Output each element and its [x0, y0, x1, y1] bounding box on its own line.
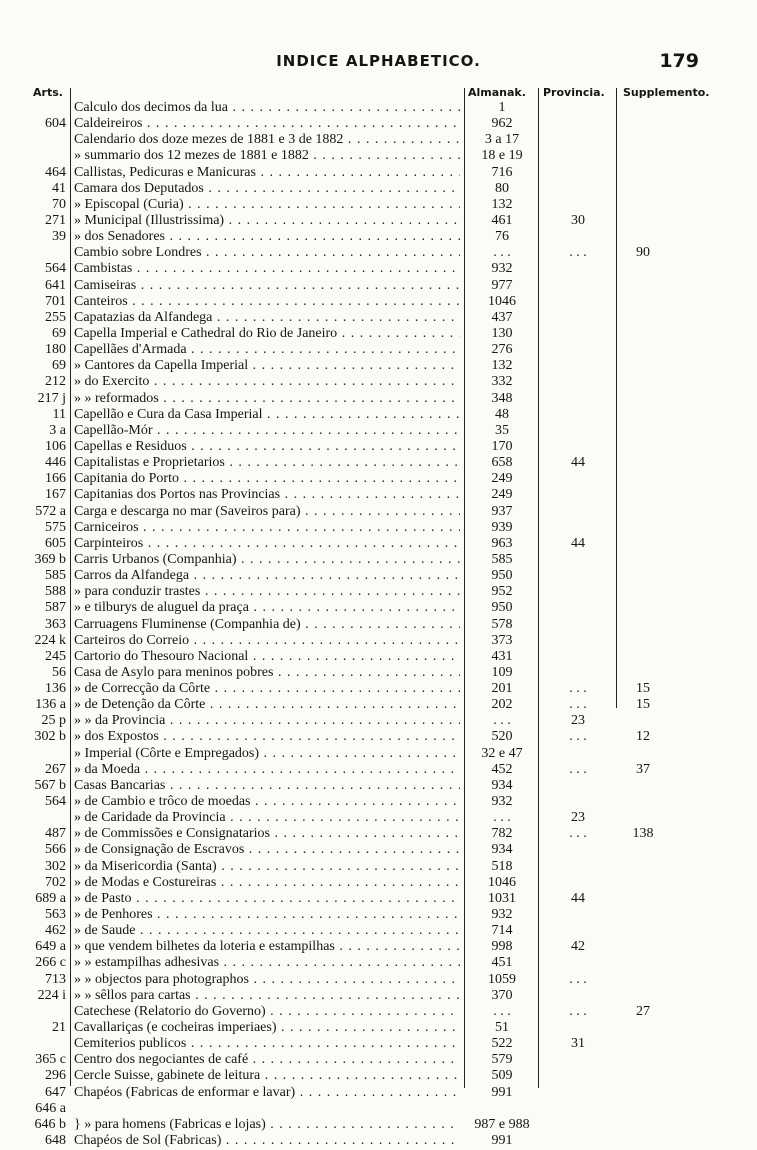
- entry-text: » de Consignação de Escravos . . .: [74, 842, 460, 858]
- provincia-page: 44: [571, 455, 585, 471]
- almanak-page: 35: [495, 422, 509, 438]
- index-row: [0, 584, 757, 600]
- index-row: [0, 1085, 757, 1101]
- almanak-page: 202: [491, 697, 513, 713]
- index-row: [0, 487, 757, 503]
- index-row: [0, 681, 757, 697]
- index-row: [0, 988, 757, 1004]
- almanak-page: 939: [491, 519, 513, 535]
- index-row: [0, 1068, 757, 1084]
- entry-text: Carros da Alfandega . . .: [74, 568, 460, 584]
- article-number: 271: [45, 212, 66, 228]
- article-number: 255: [45, 309, 66, 325]
- entry-text: » da Misericordia (Santa) . . .: [74, 859, 460, 875]
- provincia-page: 44: [571, 535, 585, 551]
- supplemento-page: 12: [636, 729, 650, 745]
- index-row: [0, 617, 757, 633]
- index-row: [0, 165, 757, 181]
- entry-text: » de Caridade da Provincia . . .: [74, 810, 460, 826]
- index-row: [0, 1052, 757, 1068]
- entry-text: Catechese (Relatorio do Governo) . . .: [74, 1004, 460, 1020]
- index-row: [0, 407, 757, 423]
- header-almanak: Almanak.: [468, 86, 526, 99]
- almanak-page: 332: [491, 374, 513, 390]
- article-number: 363: [45, 616, 66, 632]
- entry-text: Capitania do Porto . . .: [74, 471, 460, 487]
- almanak-page: 962: [491, 116, 513, 132]
- index-row: [0, 504, 757, 520]
- index-row: [0, 778, 757, 794]
- entry-text: » » objectos para photographos . . .: [74, 972, 460, 988]
- entry-text: Camara dos Deputados . . .: [74, 181, 460, 197]
- header-supplemento: Supplemento.: [623, 86, 710, 99]
- article-number: 588: [45, 584, 66, 600]
- article-number: 605: [45, 535, 66, 551]
- index-row: [0, 1004, 757, 1020]
- article-number: 701: [45, 293, 66, 309]
- provincia-page: 23: [571, 713, 585, 729]
- almanak-page: 578: [491, 616, 513, 632]
- provincia-page: 44: [571, 890, 585, 906]
- article-number: 487: [45, 826, 66, 842]
- entry-text: » do Exercito . . .: [74, 374, 460, 390]
- index-row: [0, 746, 757, 762]
- entry-text: Calendario dos doze mezes de 1881 e 3 de 1882 . . .: [74, 132, 460, 148]
- index-row: [0, 875, 757, 891]
- article-number: 224 k: [34, 632, 66, 648]
- index-row: [0, 439, 757, 455]
- entry-text: Casas Bancarias . . .: [74, 778, 460, 794]
- index-row: [0, 762, 757, 778]
- article-number: 567 b: [34, 777, 66, 793]
- article-number: 646 a: [35, 1100, 66, 1116]
- almanak-page: . . .: [493, 810, 511, 826]
- almanak-page: 431: [491, 648, 513, 664]
- article-number: 572 a: [35, 503, 66, 519]
- almanak-page: . . .: [493, 713, 511, 729]
- index-row: [0, 294, 757, 310]
- index-row: [0, 374, 757, 390]
- index-table: [0, 100, 757, 1149]
- almanak-page: 518: [491, 858, 513, 874]
- entry-text: Capellão e Cura da Casa Imperial . . .: [74, 407, 460, 423]
- article-number: 462: [45, 923, 66, 939]
- almanak-page: 48: [495, 406, 509, 422]
- article-number: 70: [52, 196, 66, 212]
- index-row: [0, 1117, 757, 1133]
- almanak-page: 249: [491, 487, 513, 503]
- almanak-page: . . .: [493, 245, 511, 261]
- almanak-page: 991: [491, 1084, 513, 1100]
- article-number: 302 b: [34, 729, 66, 745]
- entry-text: Carteiros do Correio . . .: [74, 633, 460, 649]
- entry-text: » Municipal (Illustrissima) . . .: [74, 213, 460, 229]
- almanak-page: 1059: [488, 971, 516, 987]
- supplemento-page: 15: [636, 697, 650, 713]
- entry-text: » de Cambio e trôco de moedas . . .: [74, 794, 460, 810]
- entry-text: » de Commissões e Consignatarios . . .: [74, 826, 460, 842]
- almanak-page: 509: [491, 1068, 513, 1084]
- entry-text: Capellães d'Armada . . .: [74, 342, 460, 358]
- article-number: 689 a: [35, 890, 66, 906]
- article-number: 69: [52, 325, 66, 341]
- provincia-page: . . .: [569, 761, 587, 777]
- entry-text: Canteiros . . .: [74, 294, 460, 310]
- supplemento-page: 15: [636, 681, 650, 697]
- index-row: [0, 213, 757, 229]
- index-row: [0, 261, 757, 277]
- index-row: [0, 1133, 757, 1149]
- entry-text: Chapéos de Sol (Fabricas) . . .: [74, 1133, 460, 1149]
- almanak-page: 716: [491, 164, 513, 180]
- entry-text: Carpinteiros . . .: [74, 536, 460, 552]
- almanak-page: 932: [491, 907, 513, 923]
- almanak-page: 461: [491, 212, 513, 228]
- entry-text: » de Penhores . . .: [74, 907, 460, 923]
- entry-text: Caldeireiros . . .: [74, 116, 460, 132]
- almanak-page: 1031: [488, 890, 516, 906]
- entry-text: » para conduzir trastes . . .: [74, 584, 460, 600]
- entry-text: Centro dos negociantes de café . . .: [74, 1052, 460, 1068]
- article-number: 369 b: [34, 551, 66, 567]
- article-number: 564: [45, 794, 66, 810]
- provincia-page: 30: [571, 212, 585, 228]
- entry-text: Carris Urbanos (Companhia) . . .: [74, 552, 460, 568]
- article-number: 212: [45, 374, 66, 390]
- almanak-page: 132: [491, 358, 513, 374]
- provincia-page: 42: [571, 939, 585, 955]
- entry-text: Capellas e Residuos . . .: [74, 439, 460, 455]
- index-row: [0, 132, 757, 148]
- article-number: 267: [45, 761, 66, 777]
- index-row: [0, 859, 757, 875]
- header-provincia: Provincia.: [543, 86, 605, 99]
- article-number: 604: [45, 116, 66, 132]
- index-row: [0, 697, 757, 713]
- entry-text: Cercle Suisse, gabinete de leitura . . .: [74, 1068, 460, 1084]
- supplemento-page: 37: [636, 761, 650, 777]
- entry-text: » de Modas e Costureiras . . .: [74, 875, 460, 891]
- almanak-page: 585: [491, 551, 513, 567]
- article-number: 21: [52, 1020, 66, 1036]
- almanak-page: 950: [491, 600, 513, 616]
- index-row: [0, 310, 757, 326]
- almanak-page: 963: [491, 535, 513, 551]
- entry-text: Carniceiros . . .: [74, 520, 460, 536]
- index-row: [0, 955, 757, 971]
- article-number: 302: [45, 858, 66, 874]
- provincia-page: . . .: [569, 729, 587, 745]
- entry-text: Capatazias da Alfandega . . .: [74, 310, 460, 326]
- entry-text: Cambio sobre Londres . . .: [74, 245, 460, 261]
- almanak-page: 437: [491, 309, 513, 325]
- almanak-page: 934: [491, 777, 513, 793]
- entry-text: » dos Senadores . . .: [74, 229, 460, 245]
- almanak-page: 132: [491, 196, 513, 212]
- index-row: [0, 116, 757, 132]
- index-row: [0, 229, 757, 245]
- index-row: [0, 923, 757, 939]
- entry-text: » » reformados . . .: [74, 391, 460, 407]
- article-number: 713: [45, 971, 66, 987]
- index-row: [0, 939, 757, 955]
- almanak-page: 952: [491, 584, 513, 600]
- entry-text: Chapéos (Fabricas de enformar e lavar) . . .: [74, 1085, 460, 1101]
- almanak-page: 937: [491, 503, 513, 519]
- almanak-page: 452: [491, 761, 513, 777]
- article-number: 245: [45, 648, 66, 664]
- entry-text: Carga e descarga no mar (Saveiros para) . . .: [74, 504, 460, 520]
- supplemento-page: 138: [632, 826, 654, 842]
- entry-text: » de Saude . . .: [74, 923, 460, 939]
- almanak-page: 51: [495, 1020, 509, 1036]
- index-row: [0, 1101, 757, 1117]
- almanak-page: 130: [491, 325, 513, 341]
- index-row: [0, 600, 757, 616]
- article-number: 648: [45, 1133, 66, 1148]
- index-row: [0, 826, 757, 842]
- almanak-page: 80: [495, 180, 509, 196]
- index-row: [0, 471, 757, 487]
- almanak-page: 932: [491, 261, 513, 277]
- entry-text: Cemiterios publicos . . .: [74, 1036, 460, 1052]
- article-number: 136 a: [35, 697, 66, 713]
- index-row: [0, 520, 757, 536]
- index-row: [0, 181, 757, 197]
- entry-text: Carruagens Fluminense (Companhia de) . . .: [74, 617, 460, 633]
- entry-text: Capitanias dos Portos nas Provincias . . .: [74, 487, 460, 503]
- entry-text: » de Pasto . . .: [74, 891, 460, 907]
- index-row: [0, 633, 757, 649]
- entry-text: » » estampilhas adhesivas . . .: [74, 955, 460, 971]
- almanak-page: 451: [491, 955, 513, 971]
- article-number: 41: [52, 180, 66, 196]
- provincia-page: . . .: [569, 826, 587, 842]
- article-number: 575: [45, 519, 66, 535]
- almanak-page: 76: [495, 229, 509, 245]
- article-number: 166: [45, 471, 66, 487]
- entry-text: » Imperial (Côrte e Empregados) . . .: [74, 746, 460, 762]
- entry-text: Cartorio do Thesouro Nacional . . .: [74, 649, 460, 665]
- index-row: [0, 1020, 757, 1036]
- entry-text: » » da Provincia . . .: [74, 713, 460, 729]
- entry-text: » de Detenção da Côrte . . .: [74, 697, 460, 713]
- index-row: [0, 649, 757, 665]
- almanak-page: 658: [491, 455, 513, 471]
- entry-text: Cavallariças (e cocheiras imperiaes) . . .: [74, 1020, 460, 1036]
- entry-text: » Episcopal (Curia) . . .: [74, 197, 460, 213]
- provincia-page: 23: [571, 810, 585, 826]
- entry-text: Capellão-Mór . . .: [74, 423, 460, 439]
- index-row: [0, 245, 757, 261]
- entry-text: Cambistas . . .: [74, 261, 460, 277]
- almanak-page: 170: [491, 438, 513, 454]
- index-row: [0, 972, 757, 988]
- almanak-page: 998: [491, 939, 513, 955]
- article-number: 11: [52, 406, 66, 422]
- article-number: 56: [52, 664, 66, 680]
- article-number: 446: [45, 455, 66, 471]
- index-row: [0, 1036, 757, 1052]
- almanak-page: 520: [491, 729, 513, 745]
- almanak-page: 18 e 19: [481, 148, 523, 164]
- almanak-page: 932: [491, 794, 513, 810]
- almanak-page: 991: [491, 1133, 513, 1148]
- article-number: 641: [45, 277, 66, 293]
- header-arts: Arts.: [33, 86, 63, 99]
- almanak-page: 3 a 17: [484, 132, 520, 148]
- almanak-page: 950: [491, 568, 513, 584]
- entry-text: » de Correcção da Côrte . . .: [74, 681, 460, 697]
- index-row: [0, 794, 757, 810]
- almanak-page: 201: [491, 681, 513, 697]
- article-number: 3 a: [49, 422, 66, 438]
- index-row: [0, 665, 757, 681]
- index-row: [0, 810, 757, 826]
- almanak-page: 109: [491, 664, 513, 680]
- article-number: 587: [45, 600, 66, 616]
- almanak-page: 977: [491, 277, 513, 293]
- entry-text: » Cantores da Capella Imperial . . .: [74, 358, 460, 374]
- supplemento-page: 27: [636, 1003, 650, 1019]
- article-number: 266 c: [35, 955, 66, 971]
- provincia-page: . . .: [569, 971, 587, 987]
- page-number: 179: [659, 50, 699, 72]
- almanak-page: 348: [491, 390, 513, 406]
- almanak-page: 782: [491, 826, 513, 842]
- index-row: [0, 326, 757, 342]
- provincia-page: . . .: [569, 1003, 587, 1019]
- entry-text: Casa de Asylo para meninos pobres . . .: [74, 665, 460, 681]
- entry-text: Calculo dos decimos da lua . . .: [74, 100, 460, 116]
- article-number: 647: [45, 1084, 66, 1100]
- index-row: [0, 713, 757, 729]
- entry-text: » da Moeda . . .: [74, 762, 460, 778]
- article-number: 702: [45, 874, 66, 890]
- index-row: [0, 197, 757, 213]
- supplemento-page: 90: [636, 245, 650, 261]
- article-number: 224 i: [37, 987, 66, 1003]
- almanak-page: 249: [491, 471, 513, 487]
- article-number: 563: [45, 907, 66, 923]
- article-number: 649 a: [35, 939, 66, 955]
- index-row: [0, 536, 757, 552]
- index-row: [0, 423, 757, 439]
- article-number: 39: [52, 229, 66, 245]
- article-number: 69: [52, 358, 66, 374]
- almanak-page: 934: [491, 842, 513, 858]
- index-row: [0, 100, 757, 116]
- page-title: INDICE ALPHABETICO.: [276, 52, 481, 70]
- entry-text: } » para homens (Fabricas e lojas) . . .: [74, 1117, 460, 1133]
- almanak-page: 276: [491, 342, 513, 358]
- entry-text: Capitalistas e Proprietarios . . .: [74, 455, 460, 471]
- entry-text: Camiseiras . . .: [74, 278, 460, 294]
- article-number: 646 b: [34, 1116, 66, 1132]
- entry-text: Capella Imperial e Cathedral do Rio de Janeiro . . .: [74, 326, 460, 342]
- entry-text: » que vendem bilhetes da loteria e estampilhas . . .: [74, 939, 460, 955]
- almanak-page: 1046: [488, 293, 516, 309]
- provincia-page: . . .: [569, 681, 587, 697]
- article-number: 136: [45, 681, 66, 697]
- article-number: 464: [45, 164, 66, 180]
- article-number: 566: [45, 842, 66, 858]
- provincia-page: . . .: [569, 697, 587, 713]
- almanak-page: 32 e 47: [481, 745, 523, 761]
- entry-text: » » sêllos para cartas . . .: [74, 988, 460, 1004]
- index-row: [0, 568, 757, 584]
- article-number: 365 c: [35, 1052, 66, 1068]
- almanak-page: 373: [491, 632, 513, 648]
- index-row: [0, 455, 757, 471]
- article-number: 564: [45, 261, 66, 277]
- almanak-page: 714: [491, 923, 513, 939]
- article-number: 296: [45, 1068, 66, 1084]
- index-row: [0, 391, 757, 407]
- almanak-page: 522: [491, 1036, 513, 1052]
- entry-text: » dos Expostos . . .: [74, 729, 460, 745]
- almanak-page: 1046: [488, 874, 516, 890]
- almanak-page: 1: [498, 100, 506, 115]
- index-row: [0, 342, 757, 358]
- index-row: [0, 552, 757, 568]
- entry-text: » e tilburys de aluguel da praça . . .: [74, 600, 460, 616]
- almanak-page: 579: [491, 1052, 513, 1068]
- index-row: [0, 148, 757, 164]
- index-row: [0, 729, 757, 745]
- almanak-page: 987 e 988: [474, 1116, 530, 1132]
- article-number: 180: [45, 342, 66, 358]
- article-number: 106: [45, 438, 66, 454]
- almanak-page: . . .: [493, 1003, 511, 1019]
- provincia-page: 31: [571, 1036, 585, 1052]
- article-number: 585: [45, 568, 66, 584]
- article-number: 25 p: [41, 713, 66, 729]
- article-number: 217 j: [37, 390, 66, 406]
- article-number: 167: [45, 487, 66, 503]
- index-row: [0, 842, 757, 858]
- index-row: [0, 891, 757, 907]
- provincia-page: . . .: [569, 245, 587, 261]
- entry-text: Callistas, Pedicuras e Manicuras . . .: [74, 165, 460, 181]
- index-row: [0, 358, 757, 374]
- almanak-page: 370: [491, 987, 513, 1003]
- index-row: [0, 907, 757, 923]
- entry-text: » summario dos 12 mezes de 1881 e 1882 . . .: [74, 148, 460, 164]
- index-row: [0, 278, 757, 294]
